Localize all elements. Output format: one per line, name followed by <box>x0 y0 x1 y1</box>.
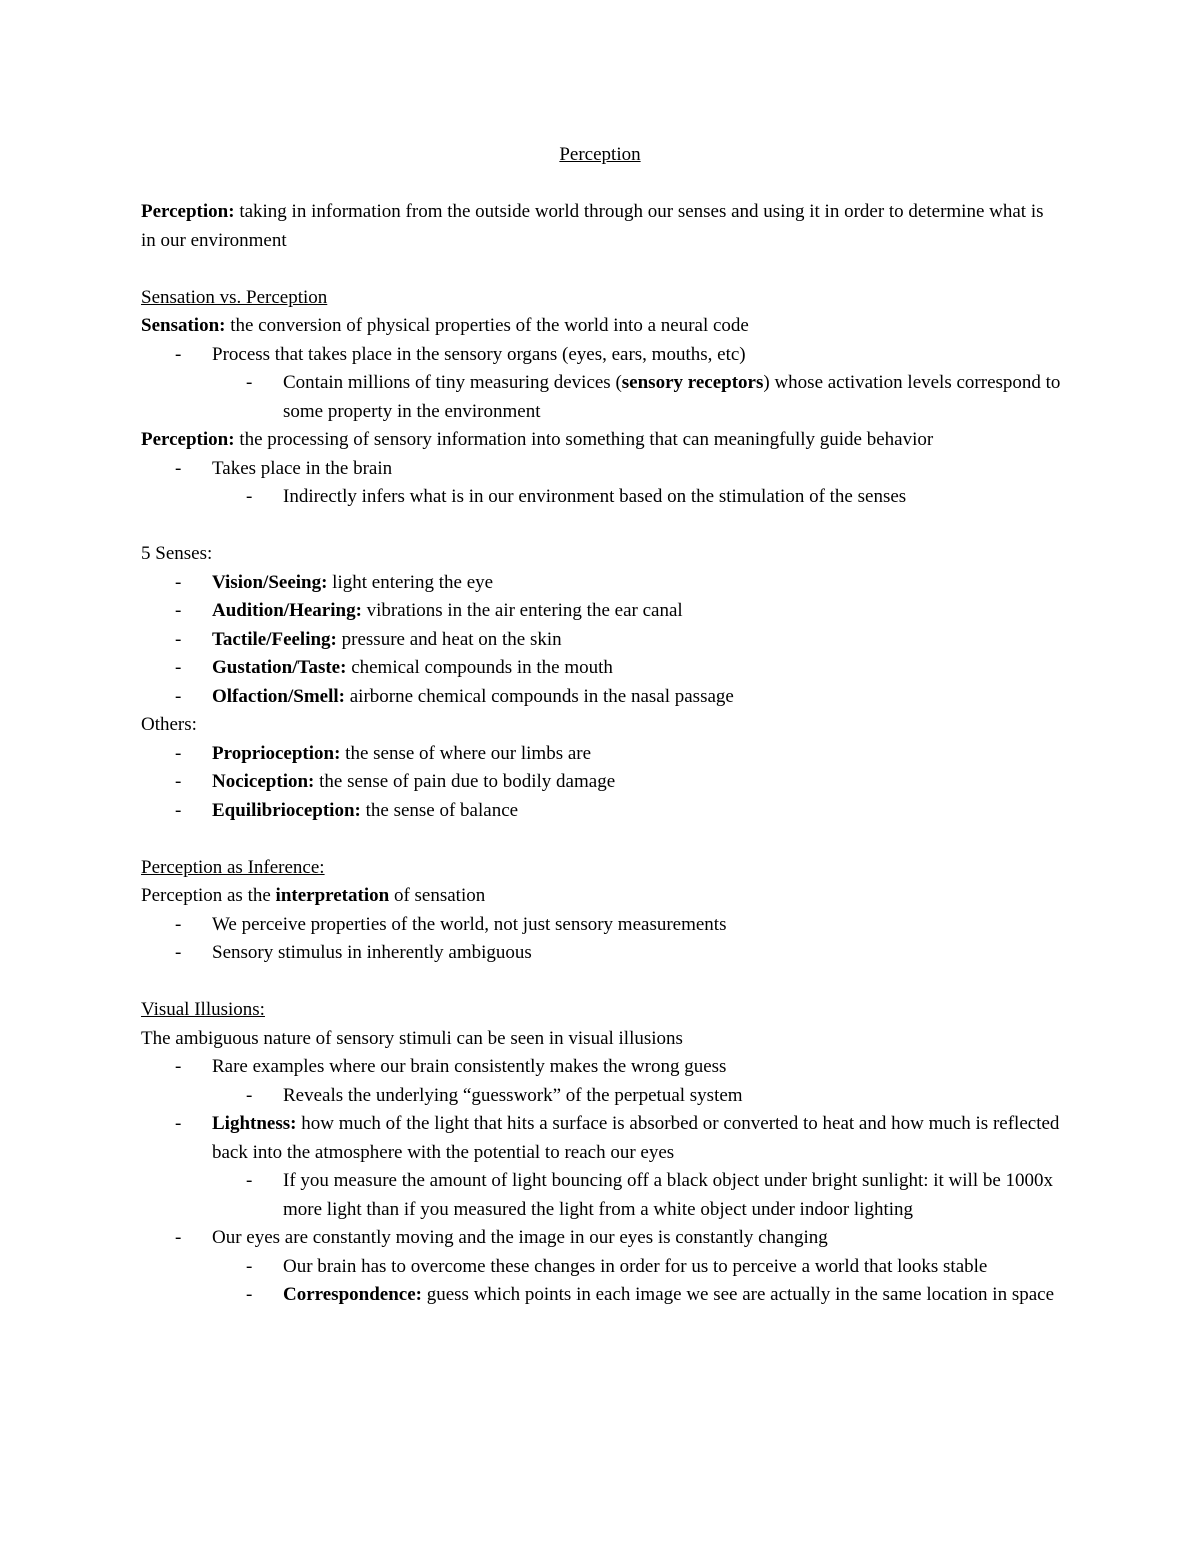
list-item-text: If you measure the amount of light bouncing off a black object under bright sunlight: it will be 1000x more light than if you measured the light from a white object under indoor lighting <box>283 1170 1054 1220</box>
bullet-dash: - <box>175 942 182 963</box>
sensation-term: Sensation: <box>141 315 226 336</box>
bullet-dash: - <box>175 742 182 764</box>
list-item-text: Rare examples where our brain consistently makes the wrong guess <box>212 1056 727 1077</box>
list-item-text: Our eyes are constantly moving and the image in our eyes is constantly changing <box>212 1227 828 1248</box>
bullet-dash: - <box>246 1255 253 1277</box>
bold-term: Correspondence: <box>283 1284 422 1305</box>
bullet-dash: - <box>175 600 182 621</box>
sense-term: Gustation/Taste: <box>212 657 347 678</box>
inference-line <box>141 882 1061 911</box>
list-item-text: how much of the light that hits a surface is absorbed or converted to heat and how much is reflected back into the atmosphere with the potential to reach our eyes <box>212 1113 1060 1163</box>
bold-term: interpretation <box>275 885 390 906</box>
list-item-text: Our brain has to overcome these changes in order for us to perceive a world that looks stable <box>283 1255 988 1277</box>
list-item <box>141 597 1061 626</box>
bullet-dash: - <box>246 1170 253 1191</box>
list-item <box>141 768 1061 797</box>
list-item-text: Reveals the underlying “guesswork” of the perpetual system <box>283 1084 743 1106</box>
bold-term: sensory receptors <box>621 372 764 393</box>
bold-term: Lightness: <box>212 1113 297 1134</box>
list-item <box>141 1053 1061 1082</box>
bullet-dash: - <box>246 486 253 507</box>
list-item <box>141 740 1061 769</box>
inference-text: Perception as the <box>141 885 276 906</box>
section-heading-sensation-vs-perception: Sensation vs. Perception <box>141 286 328 308</box>
sense-desc: the sense of where our limbs are <box>340 742 592 764</box>
list-item-text: Sensory stimulus in inherently ambiguous <box>212 942 532 963</box>
list-item <box>141 1110 1061 1167</box>
bullet-dash: - <box>175 799 182 821</box>
list-item-text: ) whose activation levels correspond to some property in the environment <box>283 372 1061 422</box>
sense-term: Proprioception: <box>212 742 341 764</box>
sense-term: Equilibrioception: <box>212 799 361 821</box>
list-item <box>141 1082 1061 1111</box>
sense-desc: light entering the eye <box>327 571 494 593</box>
intro-paragraph <box>141 198 1061 255</box>
list-item <box>141 455 1061 484</box>
sense-desc: chemical compounds in the mouth <box>346 657 613 678</box>
sense-desc: the sense of pain due to bodily damage <box>314 771 616 792</box>
list-item <box>141 1167 1061 1224</box>
bullet-dash: - <box>246 372 253 393</box>
bullet-dash: - <box>175 628 182 650</box>
list-item <box>141 797 1061 826</box>
section-heading-perception-as-inference: Perception as Inference: <box>141 856 325 878</box>
list-item <box>141 569 1061 598</box>
sense-term: Vision/Seeing: <box>212 571 328 593</box>
list-item-text: Indirectly infers what is in our environment based on the stimulation of the senses <box>283 486 907 507</box>
bullet-dash: - <box>175 457 182 479</box>
list-item <box>141 911 1061 940</box>
list-item-text: guess which points in each image we see are actually in the same location in space <box>421 1284 1055 1305</box>
section-heading-five-senses: 5 Senses: <box>141 543 213 564</box>
list-item <box>141 1281 1061 1310</box>
bullet-dash: - <box>175 343 182 365</box>
bullet-dash: - <box>175 1056 182 1077</box>
list-item <box>141 1253 1061 1282</box>
perception-definition <box>141 426 1061 455</box>
list-item <box>141 654 1061 683</box>
bullet-dash: - <box>246 1084 253 1106</box>
sensation-desc: the conversion of physical properties of the world into a neural code <box>225 315 749 336</box>
illusions-line: The ambiguous nature of sensory stimuli can be seen in visual illusions <box>141 1027 683 1049</box>
intro-definition: taking in information from the outside world through our senses and using it in order to determine what is in our environment <box>141 201 1044 251</box>
bullet-dash: - <box>175 685 182 707</box>
list-item-text: Contain millions of tiny measuring devices ( <box>283 372 622 393</box>
list-item-text: Takes place in the brain <box>212 457 393 479</box>
list-item <box>141 626 1061 655</box>
sense-term: Tactile/Feeling: <box>212 628 337 650</box>
bullet-dash: - <box>246 1284 253 1305</box>
bullet-dash: - <box>175 571 182 593</box>
bullet-dash: - <box>175 1227 182 1248</box>
sensation-definition <box>141 312 1061 341</box>
bullet-dash: - <box>175 1113 182 1134</box>
intro-term: Perception: <box>141 201 235 222</box>
sense-desc: pressure and heat on the skin <box>336 628 562 650</box>
sense-desc: the sense of balance <box>360 799 519 821</box>
sense-desc: vibrations in the air entering the ear canal <box>361 600 683 621</box>
list-item-text: We perceive properties of the world, not just sensory measurements <box>212 913 727 935</box>
sense-term: Olfaction/Smell: <box>212 685 345 707</box>
list-item <box>141 683 1061 712</box>
others-label: Others: <box>141 714 197 735</box>
list-item-text: Process that takes place in the sensory organs (eyes, ears, mouths, etc) <box>212 343 746 365</box>
bullet-dash: - <box>175 913 182 935</box>
section-heading-visual-illusions: Visual Illusions: <box>141 999 265 1020</box>
perception-term: Perception: <box>141 429 235 450</box>
sense-term: Nociception: <box>212 771 315 792</box>
perception-desc: the processing of sensory information into something that can meaningfully guide behavior <box>234 429 934 450</box>
sense-term: Audition/Hearing: <box>212 600 362 621</box>
list-item <box>141 1224 1061 1253</box>
bullet-dash: - <box>175 657 182 678</box>
list-item <box>141 369 1061 426</box>
document-body <box>141 198 1061 1310</box>
list-item <box>141 341 1061 370</box>
page-title: Perception <box>559 144 641 165</box>
list-item <box>141 939 1061 968</box>
bullet-dash: - <box>175 771 182 792</box>
list-item <box>141 483 1061 512</box>
inference-text: of sensation <box>389 885 486 906</box>
sense-desc: airborne chemical compounds in the nasal passage <box>344 685 734 707</box>
